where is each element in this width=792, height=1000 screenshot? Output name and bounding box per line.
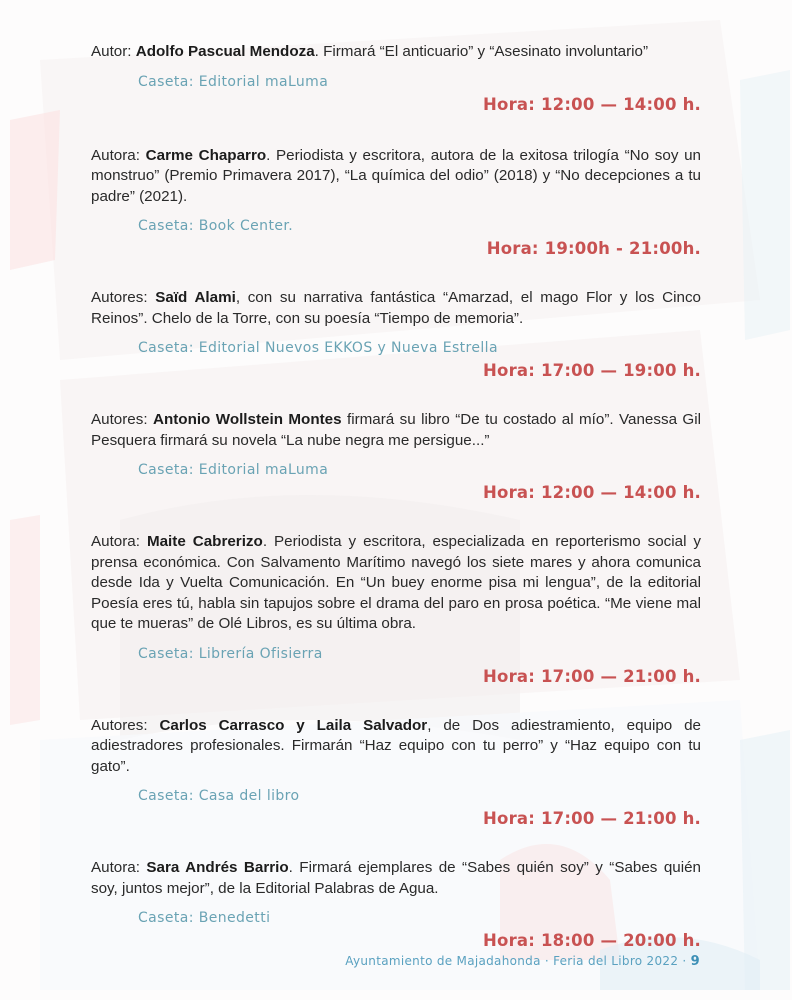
entry-text: . Periodista y escritora, autora de la exitosa trilogía “No soy un monstruo” (Premio Primavera 2017), “La química del odio” (2018) y “No decepciones a tu padre” (2021). bbox=[91, 146, 701, 205]
author-name: Carme Chaparro bbox=[145, 146, 267, 164]
caseta-label: Caseta: Benedetti bbox=[138, 910, 271, 926]
entry-7 bbox=[91, 858, 701, 952]
entry-6 bbox=[91, 716, 701, 831]
author-name: Saïd Alami bbox=[155, 289, 236, 306]
entry-text: . Firmará ejemplares de “Sabes quién soy” y “Sabes quién soy, juntos mejor”, de la Editorial Palabras de Agua. bbox=[91, 859, 701, 897]
page-number: 9 bbox=[690, 954, 700, 969]
caseta-label: Caseta: Casa del libro bbox=[138, 788, 300, 804]
author-name: Carlos Carrasco y Laila Salvador bbox=[159, 716, 428, 734]
entry-text: , de Dos adiestramiento, equipo de adiestradores profesionales. Firmarán “Haz equipo con tu perro” y “Haz equipo con tu gato”. bbox=[91, 716, 702, 775]
author-label: Autores: bbox=[91, 289, 156, 306]
entry-description bbox=[91, 716, 701, 778]
author-label: Autores: bbox=[91, 716, 160, 734]
entry-text: . Firmará “El anticuario” y “Asesinato involuntario” bbox=[314, 43, 649, 60]
author-name: Adolfo Pascual Mendoza bbox=[135, 43, 315, 60]
entry-4 bbox=[91, 410, 701, 504]
author-name: Sara Andrés Barrio bbox=[146, 859, 289, 876]
schedule-list bbox=[91, 42, 701, 952]
entry-description bbox=[91, 858, 701, 899]
hora-label: Hora: 12:00 — 14:00 h. bbox=[483, 483, 701, 502]
hora-label: Hora: 17:00 — 21:00 h. bbox=[483, 666, 701, 686]
entry-description bbox=[91, 410, 701, 451]
caseta-label: Caseta: Editorial maLuma bbox=[138, 73, 329, 90]
footer-text: Ayuntamiento de Majadahonda · Feria del Libro 2022 · bbox=[345, 954, 691, 968]
caseta-label: Caseta: Editorial Nuevos EKKOS y Nueva Estrella bbox=[138, 340, 498, 356]
entry-description bbox=[91, 532, 701, 635]
entry-description bbox=[91, 288, 701, 329]
caseta-label: Caseta: Book Center. bbox=[138, 218, 294, 234]
entry-description bbox=[91, 146, 701, 208]
entry-description bbox=[91, 42, 701, 63]
author-label: Autores: bbox=[91, 411, 153, 428]
entry-text: firmará su libro “De tu costado al mío”. Vanessa Gil Pesquera firmará su novela “La nube negra me persigue...” bbox=[91, 411, 701, 449]
entry-text: , con su narrativa fantástica “Amarzad, el mago Flor y los Cinco Reinos”. Chelo de la Torre, con su poesía “Tiempo de memoria”. bbox=[91, 289, 702, 327]
hora-label: Hora: 17:00 — 21:00 h. bbox=[483, 809, 701, 828]
hora-label: Hora: 19:00h - 21:00h. bbox=[486, 239, 701, 258]
author-name: Antonio Wollstein Montes bbox=[152, 411, 342, 428]
hora-label: Hora: 12:00 — 14:00 h. bbox=[483, 94, 701, 114]
entry-3 bbox=[91, 288, 701, 382]
author-label: Autora: bbox=[91, 859, 147, 876]
entry-2 bbox=[91, 146, 701, 261]
author-label: Autora: bbox=[91, 146, 146, 164]
caseta-label: Caseta: Editorial maLuma bbox=[138, 462, 329, 478]
entry-1 bbox=[91, 42, 701, 116]
author-label: Autor: bbox=[91, 43, 136, 60]
hora-label: Hora: 17:00 — 19:00 h. bbox=[483, 361, 701, 380]
author-label: Autora: bbox=[91, 533, 147, 550]
author-name: Maite Cabrerizo bbox=[146, 533, 263, 550]
page-footer bbox=[345, 954, 700, 969]
caseta-label: Caseta: Librería Ofisierra bbox=[138, 645, 323, 662]
entry-5 bbox=[91, 532, 701, 688]
hora-label: Hora: 18:00 — 20:00 h. bbox=[483, 931, 701, 950]
entry-text: . Periodista y escritora, especializada en reporterismo social y prensa económica. Con Salvamento Marítimo navegó los siete mares y ahora comunica desde Ida y Vuelta Comunicación. En “Un buey enorme pisa mi lengua”, de la editorial Poesía eres tú, habla sin tapujos sobre el drama del paro en prosa poética. “Me viene mal que te mueras” de Olé Libros, es su última obra. bbox=[91, 533, 702, 632]
